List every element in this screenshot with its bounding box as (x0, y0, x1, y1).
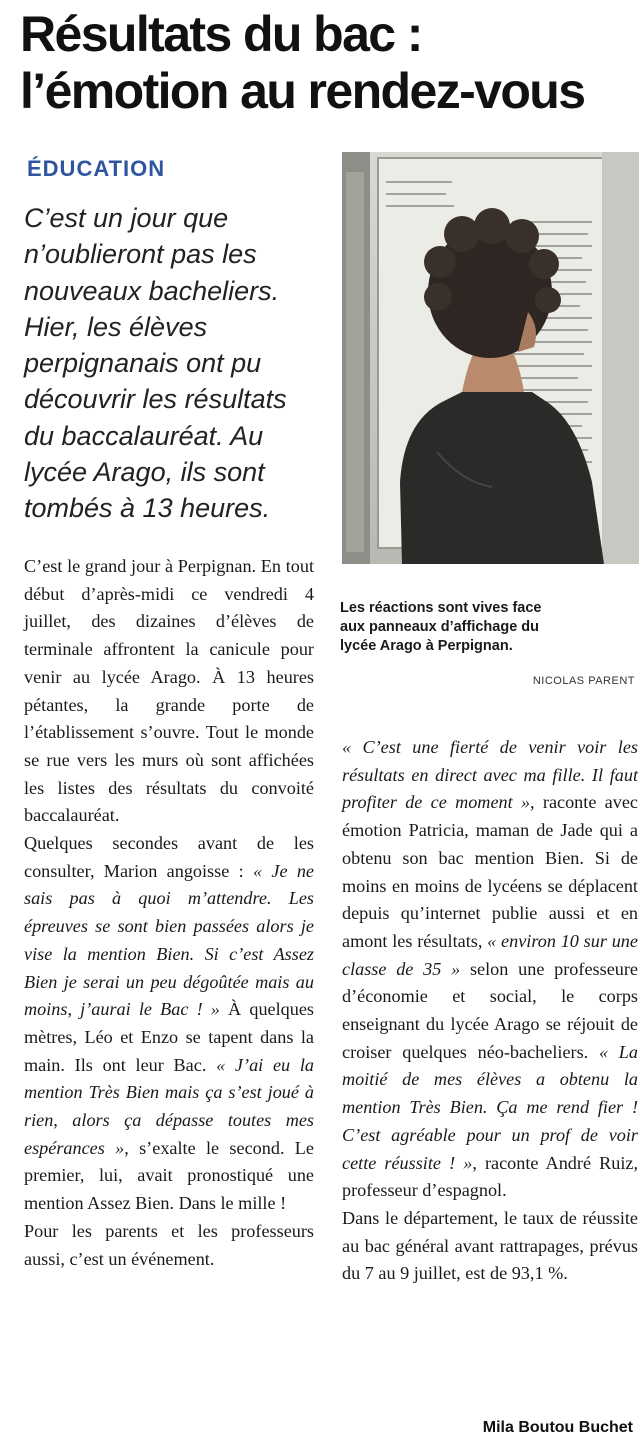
article-photo (342, 152, 639, 564)
caption-line: Les réactions sont vives face (340, 600, 542, 616)
lead-paragraph (24, 200, 324, 527)
headline (20, 6, 640, 120)
headline-line-2: l’émotion au rendez-vous (20, 63, 585, 119)
lead-line: tombés à 13 heures. (24, 493, 271, 524)
paragraph-text: Pour les parents et les professeurs aussi, c’est un événement. (24, 1220, 314, 1269)
caption-line: aux panneaux d’affichage du (340, 619, 540, 635)
lead-line: C’est un jour que (24, 203, 229, 233)
caption-line: lycée Arago à Perpignan. (340, 638, 513, 654)
author-signature: Mila Boutou Buchet (482, 1419, 633, 1436)
quote: « C’est une fierté de venir voir les résultats en direct avec ma fille. Il faut profiter de ce moment » (342, 737, 638, 813)
section-rubric: ÉDUCATION (27, 156, 166, 181)
lead-line: perpignanais ont pu (24, 348, 262, 379)
lead-line: découvrir les résultats (24, 384, 287, 415)
paragraph-text: C’est le grand jour à Perpignan. En tout début d’après-midi ce vendredi 4 juillet, des dizaines d’élèves de terminale affrontent la canicule pour venir au lycée Arago. À 13 heures pétantes, la grande porte de l’établissement s’ouvre. Tout le monde se rue vers les murs où sont affichées les listes des résultats du convoité baccalauréat. (24, 556, 314, 826)
lead-line: Hier, les élèves (24, 311, 208, 342)
photo-illustration (342, 152, 639, 564)
lead-line: lycée Arago, ils sont (24, 457, 265, 488)
body-paragraph (342, 734, 638, 1205)
paragraph-text: Dans le département, le taux de réussite au bac général avant rattrapages, prévus du 7 au 9 juillet, est de 93,1 %. (342, 1207, 638, 1284)
body-paragraph (24, 830, 314, 1218)
paragraph-text: À quelques mètres, Léo et Enzo se tapent dans la main. Ils ont leur Bac. (24, 999, 314, 1075)
paragraph-text: selon une professeure d’économie et social, le corps enseignant du lycée Arago se réjouit de croiser quelques néo-bacheliers. (342, 958, 638, 1062)
lead-line: nouveaux bacheliers. (24, 275, 280, 306)
lead-line: n’oublieront pas les (24, 239, 257, 270)
quote: « La moitié de mes élèves a obtenu la mention Très Bien. Ça me rend fier ! C’est agréable pour un prof de voir cette réussite ! » (342, 1041, 638, 1173)
body-column-2 (342, 734, 638, 1288)
body-column-1 (24, 553, 314, 1273)
quote: « environ 10 sur une classe de 35 » (342, 930, 638, 979)
photo-caption (340, 599, 640, 656)
photo-credit: NICOLAS PARENT (532, 675, 635, 687)
paragraph-text: Quelques secondes avant de les consulter, Marion angoisse : (24, 833, 314, 881)
lead-line: du baccalauréat. Au (24, 420, 264, 451)
body-paragraph (342, 1205, 638, 1288)
paragraph-text: , raconte André Ruiz, professeur d’espagnol. (342, 1152, 638, 1201)
quote: « Je ne sais pas à quoi m’attendre. Les épreuves se sont bien passées alors je vise la mention Bien. Si c’est Assez Bien je serai un peu dégoûtée mais au moins, j’aurai le Bac ! » (24, 860, 314, 1020)
paragraph-text: , s’exalte le second. Le premier, lui, avait pronostiqué une mention Assez Bien. Dans le mille ! (24, 1137, 314, 1214)
quote: « J’ai eu la mention Très Bien mais ça s’est joué à rien, alors ça dépasse toutes mes espérances » (24, 1054, 314, 1158)
headline-line-1: Résultats du bac : (20, 6, 422, 62)
body-paragraph (24, 1218, 314, 1273)
paragraph-text: , raconte avec émotion Patricia, maman de Jade qui a obtenu son bac mention Bien. Si de moins en moins de lycéens se déplacent depuis qu’internet publie aussi et en amont les résultats, (342, 792, 638, 951)
body-paragraph (24, 553, 314, 830)
